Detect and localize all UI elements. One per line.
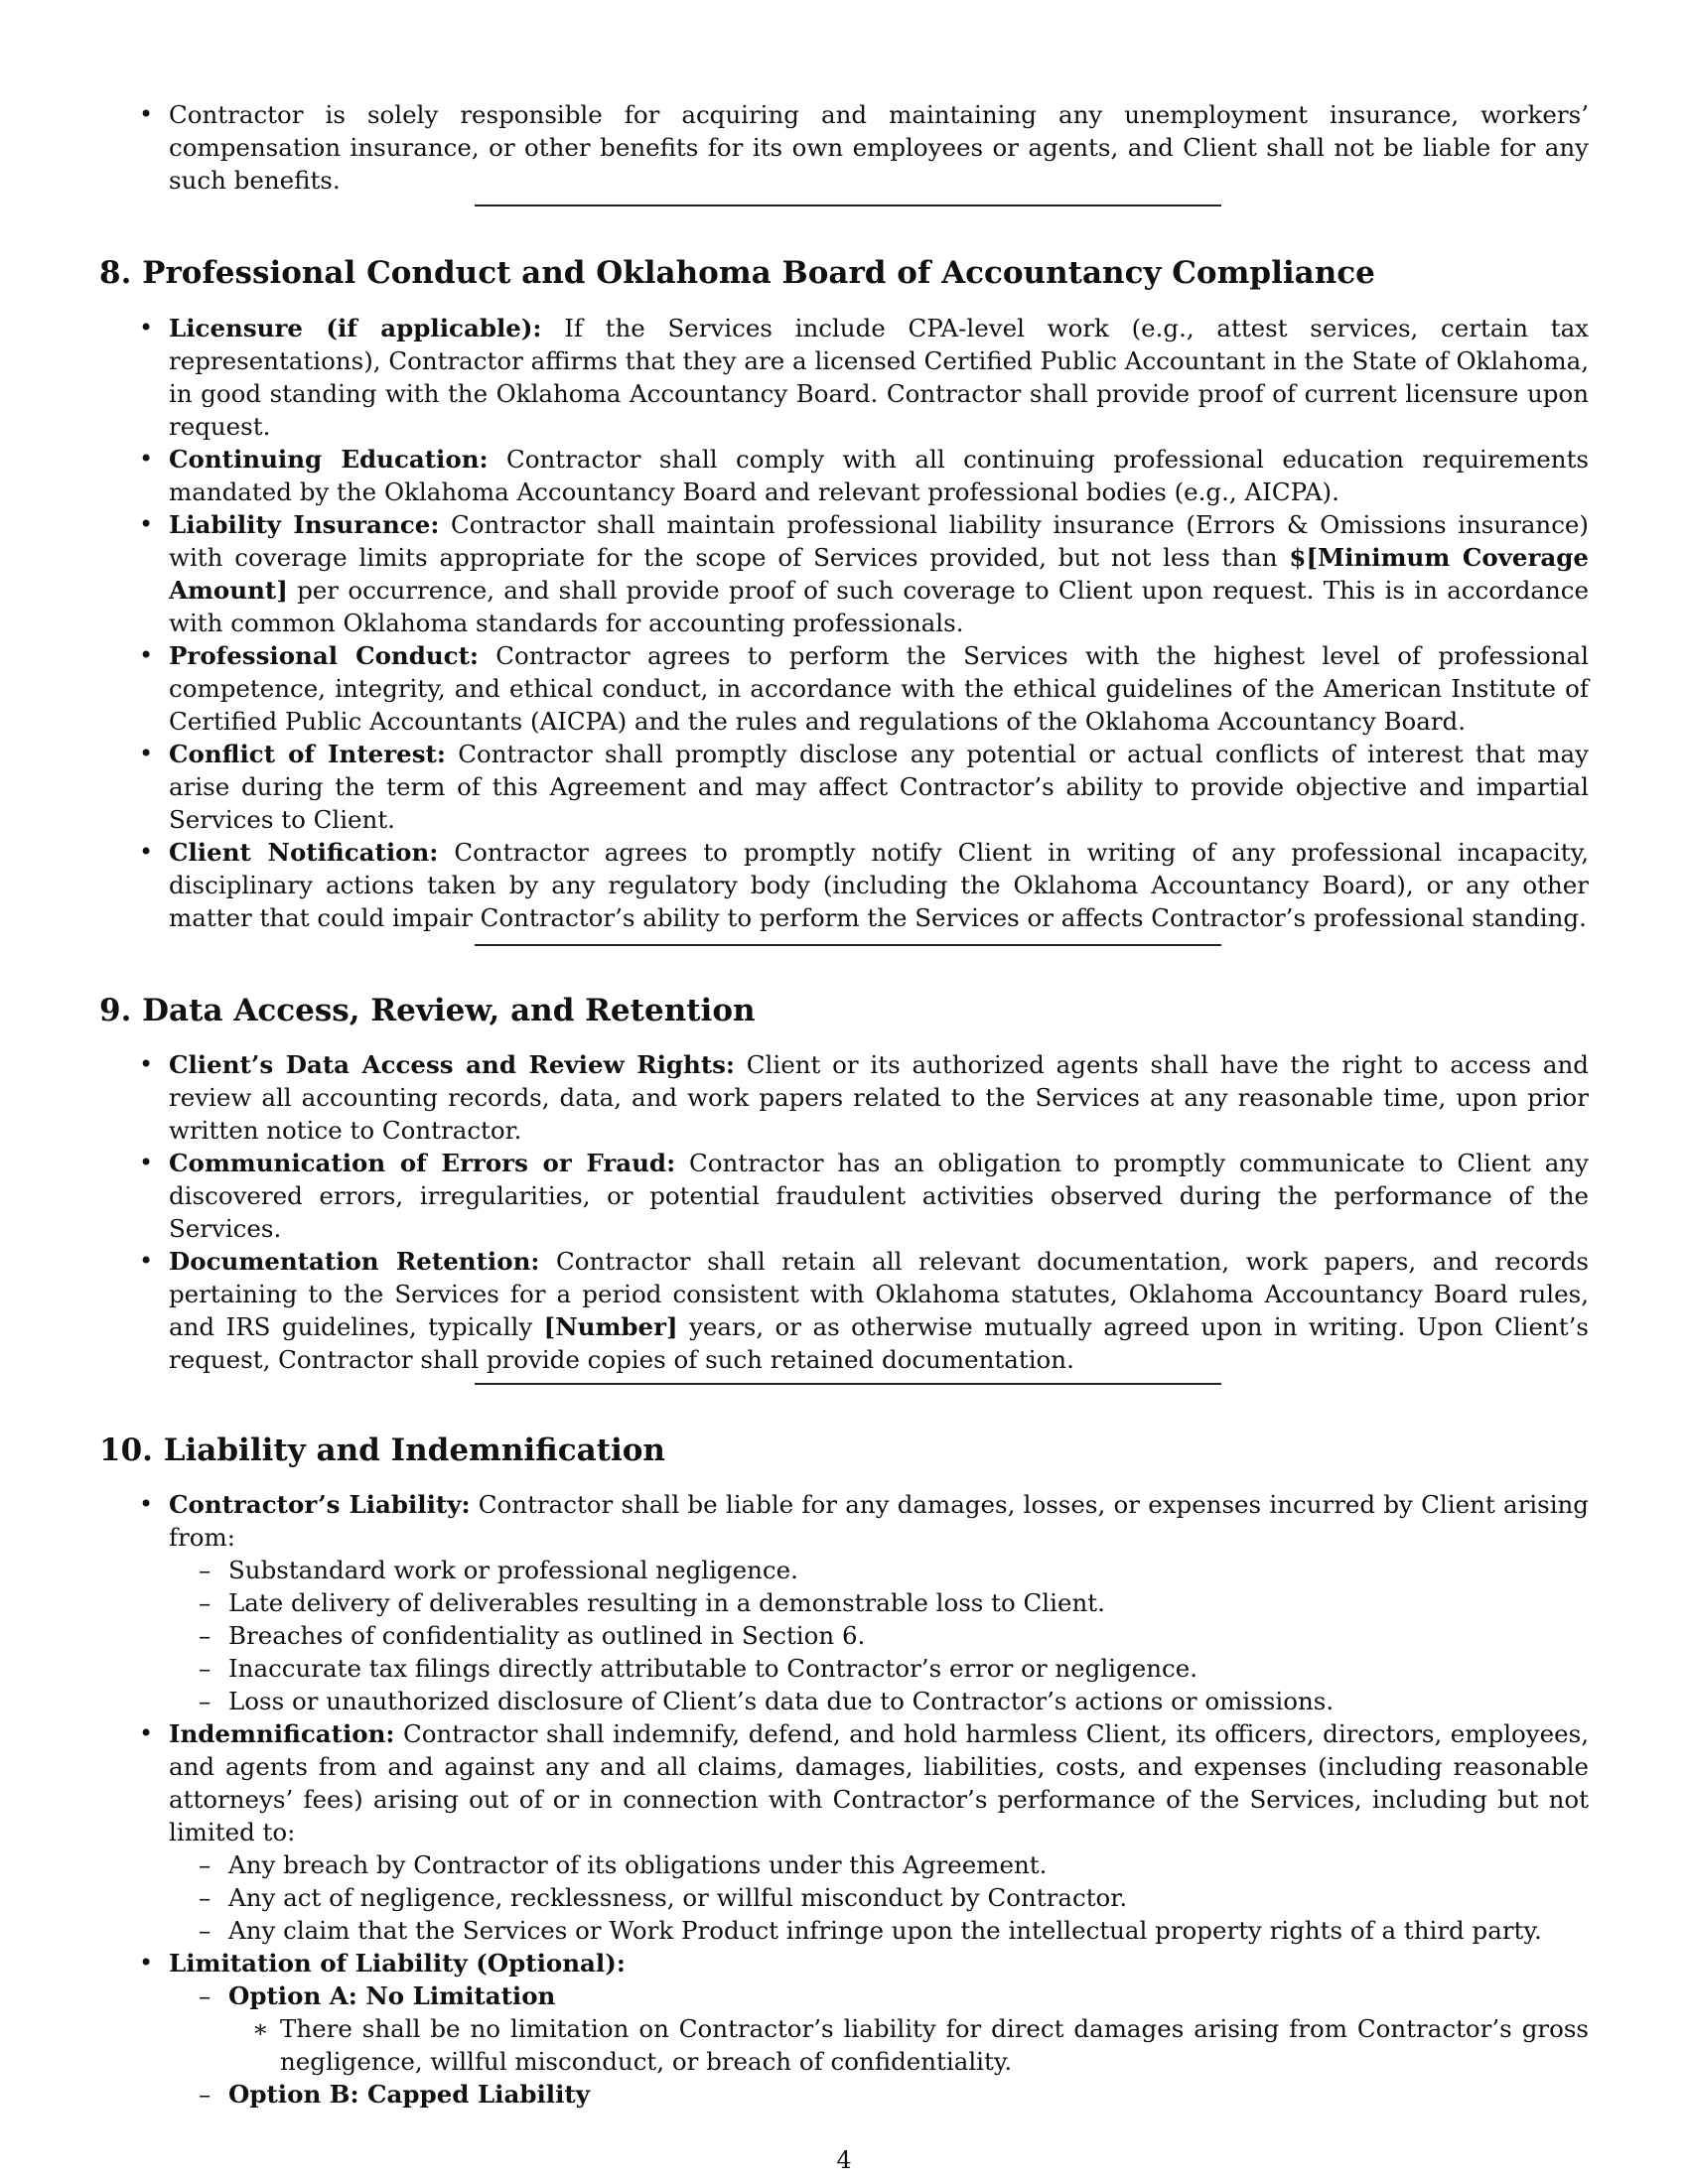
item-label: Client’s Data Access and Review Rights: — [169, 1050, 735, 1079]
list-item: • Client Notification: Contractor agrees to promptly notify Client in writing of any professional incapacity, disciplinary actions taken by any regulatory body (including the Oklahoma Accountancy Board), or any other matter that could impair Contractor’s ability to perform the Services or affects Contractor’s professional standing. — [99, 836, 1589, 934]
list-item: • Continuing Education: Contractor shall comply with all continuing professional education requirements mandated by the Oklahoma Accountancy Board and relevant professional bodies (e.g., AICPA). — [99, 443, 1589, 508]
list-item — [99, 1947, 1589, 2111]
section-8-heading: 8. Professional Conduct and Oklahoma Board of Accountancy Compliance — [99, 255, 1375, 291]
limitation-options — [169, 1979, 1589, 2111]
intro-bullet-block — [99, 98, 1589, 197]
item-label: Contractor’s Liability: — [169, 1490, 471, 1519]
section-9-heading: 9. Data Access, Review, and Retention — [99, 993, 756, 1028]
list-item: • Contractor’s Liability: Contractor shall be liable for any damages, losses, or expenses incurred by Client arising from: – Substandard work or professional negligence. – Late delivery of deliverables resulting in a demonstrable loss to Client. – Breaches of confidentiality as outlined in Section 6. – Inaccurate tax filings directly attributable to Contractor’s error or negligence. – Loss or unauthorized disclosure of Client’s data due to Contractor’s actions or omissions. — [99, 1488, 1589, 1717]
section-10-list — [99, 1488, 1589, 2111]
page-number: 4 — [836, 2146, 852, 2174]
list-item: • Liability Insurance: Contractor shall maintain professional liability insurance (Errors & Omissions insurance) with coverage limits appropriate for the scope of Services provided, but not less than $[Minimum Coverage Amount] per occurrence, and shall provide proof of such coverage to Client upon request. This is in accordance with common Oklahoma standards for accounting professionals. — [99, 508, 1589, 639]
item-label: Licensure (if applicable): — [169, 314, 542, 342]
list-item: • Communication of Errors or Fraud: Contractor has an obligation to promptly communicate to Client any discovered errors, irregularities, or potential fraudulent activities observed during the performance of the Services. — [99, 1147, 1589, 1245]
option-label: Option B: Capped Liability — [228, 2080, 590, 2109]
sub-list-item: – Any claim that the Services or Work Product infringe upon the intellectual property rights of a third party. — [169, 1914, 1589, 1947]
item-label: Indemnification: — [169, 1719, 395, 1748]
list-item: • Indemnification: Contractor shall indemnify, defend, and hold harmless Client, its officers, directors, employees, and agents from and against any and all claims, damages, liabilities, costs, and expenses (including reasonable attorneys’ fees) arising out of or in connection with Contractor’s performance of the Services, including but not limited to: – Any breach by Contractor of its obligations under this Agreement. – Any act of negligence, recklessness, or willful misconduct by Contractor. – Any claim that the Services or Work Product infringe upon the intellectual property rights of a third party. — [99, 1717, 1589, 1947]
item-label: Professional Conduct: — [169, 641, 479, 670]
item-label: Conflict of Interest: — [169, 740, 446, 768]
list-item: • Licensure (if applicable): If the Services include CPA-level work (e.g., attest services, certain tax representations), Contractor affirms that they are a licensed Certified Public Accountant in the State of Oklahoma, in good standing with the Oklahoma Accountancy Board. Contractor shall provide proof of current licensure upon request. — [99, 312, 1589, 443]
item-label: Liability Insurance: — [169, 510, 440, 539]
option-b — [169, 2078, 1589, 2111]
list-item: • Documentation Retention: Contractor shall retain all relevant documentation, work papers, and records pertaining to the Services for a period consistent with Oklahoma statutes, Oklahoma Accountancy Board rules, and IRS guidelines, typically [Number] years, or as otherwise mutually agreed upon in writing. Upon Client’s request, Contractor shall provide copies of such retained documentation. — [99, 1245, 1589, 1376]
sub-list-item: – Inaccurate tax filings directly attributable to Contractor’s error or negligence. — [169, 1652, 1589, 1685]
item-label: Limitation of Liability (Optional): — [169, 1949, 626, 1978]
item-label: Continuing Education: — [169, 445, 489, 474]
section-10-heading: 10. Liability and Indemnification — [99, 1433, 665, 1468]
sub-list-item: – Any act of negligence, recklessness, or willful misconduct by Contractor. — [169, 1881, 1589, 1914]
sub-list-item: – Substandard work or professional negligence. — [169, 1554, 1589, 1586]
indemnification-sublist — [169, 1848, 1589, 1947]
list-item: • Conflict of Interest: Contractor shall promptly disclose any potential or actual conflicts of interest that may arise during the term of this Agreement and may affect Contractor’s ability to provide objective and impartial Services to Client. — [99, 738, 1589, 836]
option-a-detail: ∗ There shall be no limitation on Contractor’s liability for direct damages arising from Contractor’s gross negligence, willful misconduct, or breach of confidentiality. — [228, 2012, 1589, 2078]
sub-list-item: – Any breach by Contractor of its obligations under this Agreement. — [169, 1848, 1589, 1881]
option-label: Option A: No Limitation — [228, 1981, 556, 2010]
section-divider — [475, 205, 1221, 206]
sub-list-item: – Loss or unauthorized disclosure of Client’s data due to Contractor’s actions or omissions. — [169, 1685, 1589, 1717]
liability-sublist — [169, 1554, 1589, 1717]
sub-list-item: – Late delivery of deliverables resulting in a demonstrable loss to Client. — [169, 1586, 1589, 1619]
list-item: • Client’s Data Access and Review Rights: Client or its authorized agents shall have the right to access and review all accounting records, data, and work papers related to the Services at any reasonable time, upon prior written notice to Contractor. — [99, 1048, 1589, 1147]
section-divider — [475, 1383, 1221, 1385]
sub-list-item: – Breaches of confidentiality as outlined in Section 6. — [169, 1619, 1589, 1652]
item-label: Communication of Errors or Fraud: — [169, 1149, 676, 1177]
list-item: • Contractor is solely responsible for acquiring and maintaining any unemployment insurance, workers’ compensation insurance, or other benefits for its own employees or agents, and Client shall not be liable for any such benefits. — [99, 98, 1589, 197]
section-divider — [475, 944, 1221, 946]
coverage-placeholder: $[Minimum Coverage Amount] — [169, 543, 1590, 605]
section-8-list — [99, 312, 1589, 934]
option-a — [169, 1979, 1589, 2078]
number-placeholder: [Number] — [543, 1312, 678, 1341]
item-label: Documentation Retention: — [169, 1247, 540, 1276]
section-9-list — [99, 1048, 1589, 1376]
item-label: Client Notification: — [169, 838, 439, 867]
list-item: • Professional Conduct: Contractor agrees to perform the Services with the highest level of professional competence, integrity, and ethical conduct, in accordance with the ethical guidelines of the American Institute of Certified Public Accountants (AICPA) and the rules and regulations of the Oklahoma Accountancy Board. — [99, 639, 1589, 738]
